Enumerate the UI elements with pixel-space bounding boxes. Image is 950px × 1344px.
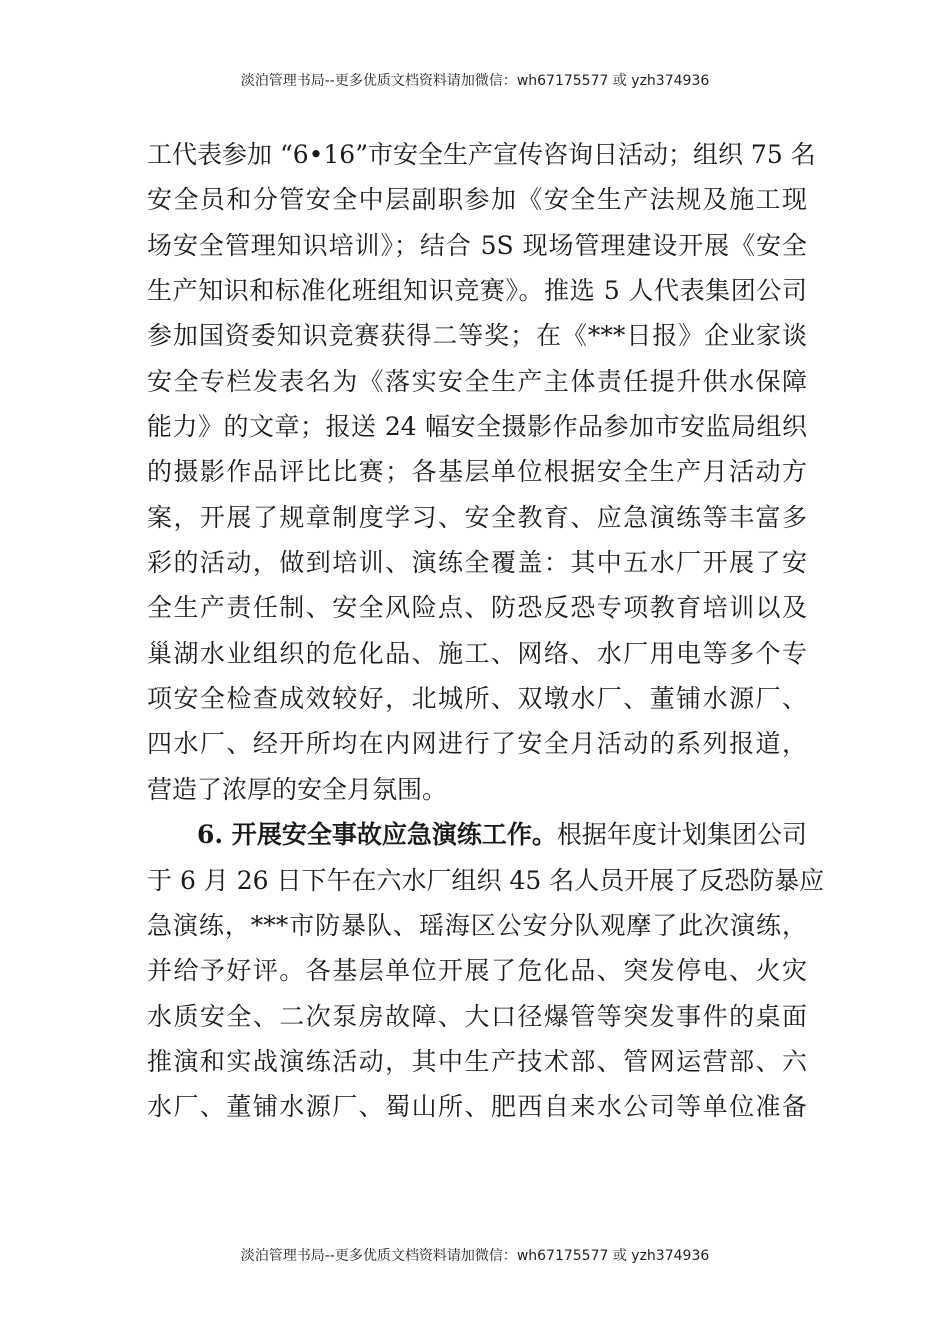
heading-continuation: 根据年度计划集团公司 (556, 820, 807, 850)
document-body (147, 132, 825, 1130)
text-line (147, 812, 807, 857)
text-line: 彩的活动，做到培训、演练全覆盖：其中五水厂开展了安 (147, 548, 807, 578)
text-line: 参加国资委知识竞赛获得二等奖；在《***日报》企业家谈 (147, 321, 807, 351)
text-line: 水质安全、二次泵房故障、大口径爆管等突发事件的桌面 (147, 1001, 807, 1031)
text-line: 于 6 月 26 日下午在六水厂组织 45 名人员开展了反恐防暴应 (147, 865, 825, 895)
text-line: 能力》的文章；报送 24 幅安全摄影作品参加市安监局组织 (147, 412, 807, 442)
paragraph-2 (147, 812, 825, 1129)
text-line: 工代表参加 “6•16”市安全生产宣传咨询日活动；组织 75 名 (147, 140, 816, 169)
text-line: 巢湖水业组织的危化品、施工、网络、水厂用电等多个专 (147, 638, 807, 668)
text-line: 四水厂、经开所均在内网进行了安全月活动的系列报道， (147, 729, 807, 759)
page-footer-watermark: 淡泊管理书局--更多优质文档资料请加微信：wh67175577 或 yzh374936 (240, 1248, 710, 1264)
text-line: 项安全检查成效较好，北城所、双墩水厂、董铺水源厂、 (147, 684, 807, 714)
text-line: 营造了浓厚的安全月氛围。 (147, 774, 448, 804)
text-line: 场安全管理知识培训》；结合 5S 现场管理建设开展《安全 (147, 230, 807, 260)
text-line: 案，开展了规章制度学习、安全教育、应急演练等丰富多 (147, 502, 807, 532)
text-line: 急演练，***市防暴队、瑶海区公安分队观摩了此次演练， (147, 910, 807, 940)
paragraph-1 (147, 132, 816, 812)
text-line: 生产知识和标准化班组知识竞赛》。推选 5 人代表集团公司 (147, 276, 807, 306)
section-heading: 6. 开展安全事故应急演练工作。 (197, 820, 557, 850)
text-line: 并给予好评。各基层单位开展了危化品、突发停电、火灾 (147, 956, 807, 986)
text-line: 全生产责任制、安全风险点、防恐反恐专项教育培训以及 (147, 593, 807, 623)
text-line: 推演和实战演练活动，其中生产技术部、管网运营部、六 (147, 1046, 807, 1076)
text-line: 的摄影作品评比比赛；各基层单位根据安全生产月活动方 (147, 457, 807, 487)
text-line: 安全专栏发表名为《落实安全生产主体责任提升供水保障 (147, 366, 807, 396)
text-line: 安全员和分管安全中层副职参加《安全生产法规及施工现 (147, 185, 807, 215)
page-header-watermark: 淡泊管理书局--更多优质文档资料请加微信：wh67175577 或 yzh374936 (240, 73, 710, 89)
text-line: 水厂、董铺水源厂、蜀山所、肥西自来水公司等单位准备 (147, 1092, 807, 1122)
